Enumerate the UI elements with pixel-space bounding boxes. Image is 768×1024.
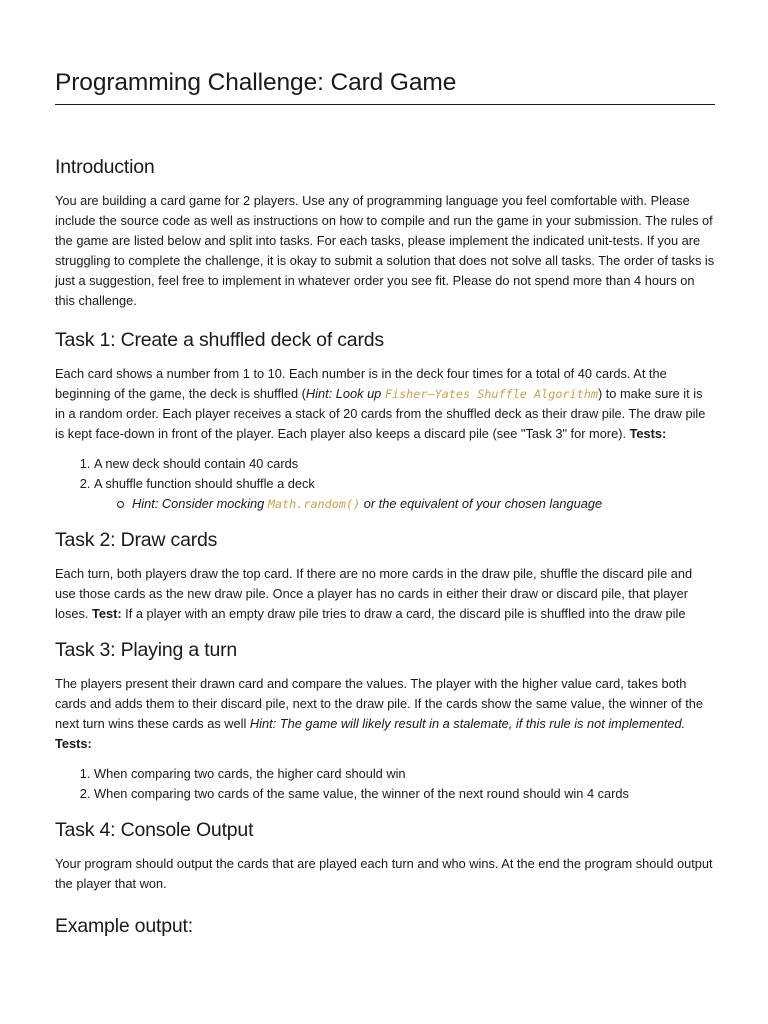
task3-tests-label: Tests:	[55, 736, 92, 751]
task3-text	[55, 674, 715, 754]
task3-tests-list	[55, 764, 715, 804]
task1-test-2-text: A shuffle function should shuffle a deck	[94, 476, 315, 491]
page-title: Programming Challenge: Card Game	[55, 66, 715, 105]
task2-body: Each turn, both players draw the top card. If there are no more cards in the draw pile, shuffle the discard pile and use those cards as the new draw pile. Once a player has no cards in either their draw or discard pile, that player loses.	[55, 566, 693, 621]
list-item: 2. When comparing two cards of the same value, the winner of the next round should win 4 cards	[94, 784, 715, 804]
task1-text	[55, 364, 715, 444]
task1-sub-list	[94, 494, 715, 514]
task2-text	[55, 564, 715, 624]
task3-section	[55, 636, 715, 804]
list-item	[94, 474, 715, 514]
intro-text: You are building a card game for 2 players. Use any of programming language you feel comfortable with. Please include the source code as well as instructions on how to compile and run the game in your submission. The rules of the game are listed below and split into tasks. For each tasks, please implement the indicated unit-tests. If you are struggling to complete the challenge, it is okay to submit a solution that does not solve all tasks. The order of tasks is just a suggestion, feel free to implement in whatever order you see fit. Please do not spend more than 4 hours on this challenge.	[55, 193, 715, 308]
task3-hint: Hint: The game will likely result in a stalemate, if this rule is not implemented.	[249, 716, 686, 731]
list-item: 1. When comparing two cards, the higher card should win	[94, 764, 715, 784]
task1-tests-list	[55, 454, 715, 514]
task1-text-b: ) to make sure it is in a random order. Each player receives a stack of 20 cards from the shuffled deck as their draw pile. The draw pile is kept face-down in front of the player. Each player also keeps a discard pile (see "Task 3" for more).	[55, 386, 706, 441]
task2-section	[55, 526, 715, 624]
sub-hint-code: Math.random()	[267, 497, 361, 511]
task3-body: The players present their drawn card and compare the values. The player with the higher value card, takes both cards and adds them to their discard pile, next to the draw pile. If the cards show the same value, the winner of the next turn wins these cards as well	[55, 676, 704, 731]
task2-test-text: If a player with an empty draw pile tries to draw a card, the discard pile is shuffled into the draw pile	[121, 606, 686, 621]
task2-heading: Task 2: Draw cards	[55, 529, 218, 551]
intro-section	[55, 153, 715, 311]
example-heading: Example output:	[55, 915, 193, 937]
task1-hint-code: Fisher–Yates Shuffle Algorithm	[384, 387, 598, 401]
intro-heading: Introduction	[55, 156, 155, 178]
task1-tests-label: Tests:	[629, 426, 667, 441]
task4-section	[55, 816, 715, 894]
task1-hint-lead: Hint: Look up	[305, 386, 385, 401]
example-section	[55, 912, 715, 940]
list-item: 1. A new deck should contain 40 cards	[94, 454, 715, 474]
task4-heading: Task 4: Console Output	[55, 819, 254, 841]
list-item	[132, 494, 715, 514]
sub-hint-lead: Hint: Consider mocking	[132, 496, 268, 511]
document-page	[55, 66, 715, 940]
task3-heading: Task 3: Playing a turn	[55, 639, 238, 661]
task1-text-a: Each card shows a number from 1 to 10. Each number is in the deck four times for a total of 40 cards. At the beginning of the game, the deck is shuffled (	[55, 366, 667, 401]
task1-heading: Task 1: Create a shuffled deck of cards	[55, 329, 384, 351]
task1-section	[55, 326, 715, 514]
sub-hint-tail: or the equivalent of your chosen language	[360, 496, 603, 511]
task4-text: Your program should output the cards that are played each turn and who wins. At the end the program should output the player that won.	[55, 856, 713, 891]
task2-test-label: Test:	[92, 606, 122, 621]
